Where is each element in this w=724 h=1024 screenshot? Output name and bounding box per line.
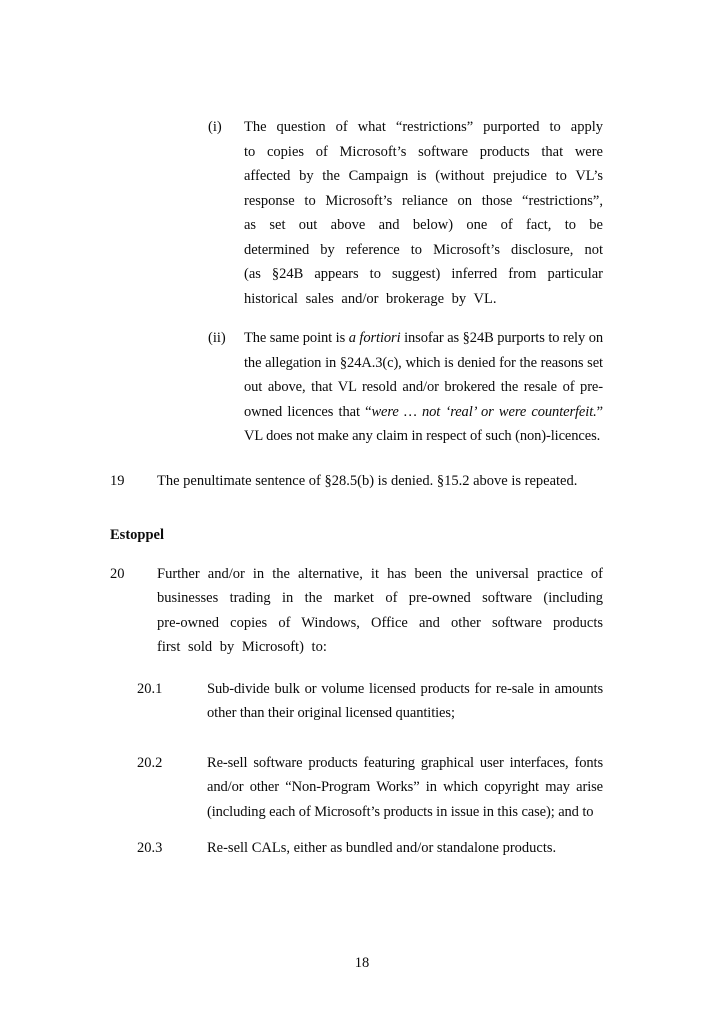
sub-paragraph-i-text: The question of what “restrictions” purported to apply to copies of Microsoft’s software products that were affected by the Campaign is (without prejudice to VL’s response to Microsoft’s reliance on those “restrictions”, as set out above and below) one of fact, to be determined by reference to Microsoft’s disclosure, not (as §24B appears to suggest) inferred from particular historical sales and/or brokerage by VL. bbox=[244, 119, 603, 307]
sub-paragraph-20-2-number: 20.2 bbox=[137, 754, 163, 771]
sub-paragraph-20-1-text: Sub-divide bulk or volume licensed products for re-sale in amounts other than their original licensed quantities; bbox=[207, 680, 603, 721]
text-run-italic: were … not ‘real’ or were counterfeit. bbox=[371, 403, 597, 420]
sub-paragraph-20-3 bbox=[137, 836, 603, 861]
paragraph-20-number: 20 bbox=[110, 565, 125, 582]
sub-paragraph-ii-label: (ii) bbox=[208, 330, 226, 346]
sub-paragraph-i-label: (i) bbox=[208, 119, 222, 135]
paragraph-20 bbox=[110, 562, 603, 660]
sub-paragraph-i bbox=[208, 115, 603, 311]
sub-paragraph-ii bbox=[208, 326, 603, 449]
paragraph-20-text: Further and/or in the alternative, it has been the universal practice of businesses trading in the market of pre-owned software (including pre-owned copies of Windows, Office and other software products first sold by Microsoft) to: bbox=[157, 565, 603, 655]
sub-paragraph-20-3-text: Re-sell CALs, either as bundled and/or standalone products. bbox=[207, 840, 557, 856]
sub-paragraph-20-3-number: 20.3 bbox=[137, 840, 163, 856]
sub-paragraph-ii-text bbox=[244, 326, 603, 449]
sub-paragraph-20-2-text: Re-sell software products featuring graphical user interfaces, fonts and/or other “Non-Program Works” in which copyright may arise (including each of Microsoft’s products in issue in this case); and to bbox=[207, 754, 603, 820]
page-number: 18 bbox=[354, 955, 370, 971]
sub-paragraph-20-1 bbox=[137, 677, 603, 726]
section-heading-estoppel: Estoppel bbox=[110, 527, 164, 543]
text-run: The same point is bbox=[244, 330, 349, 346]
sub-paragraph-20-2 bbox=[137, 751, 603, 825]
text-run: ” VL does not make any claim in respect of such (non)-licences. bbox=[244, 403, 603, 444]
sub-paragraph-20-1-number: 20.1 bbox=[137, 680, 163, 697]
text-run-italic: a fortiori bbox=[348, 330, 401, 346]
page-content bbox=[110, 115, 603, 861]
paragraph-19 bbox=[110, 469, 603, 494]
text-run: insofar as §24B purports to rely on the allegation in §24A.3(c), which is denied for the reasons set out above, that VL resold and/or brokered the resale of pre-owned licences that “ bbox=[244, 330, 603, 420]
paragraph-19-number: 19 bbox=[110, 472, 125, 489]
paragraph-19-text: The penultimate sentence of §28.5(b) is denied. §15.2 above is repeated. bbox=[157, 472, 578, 489]
